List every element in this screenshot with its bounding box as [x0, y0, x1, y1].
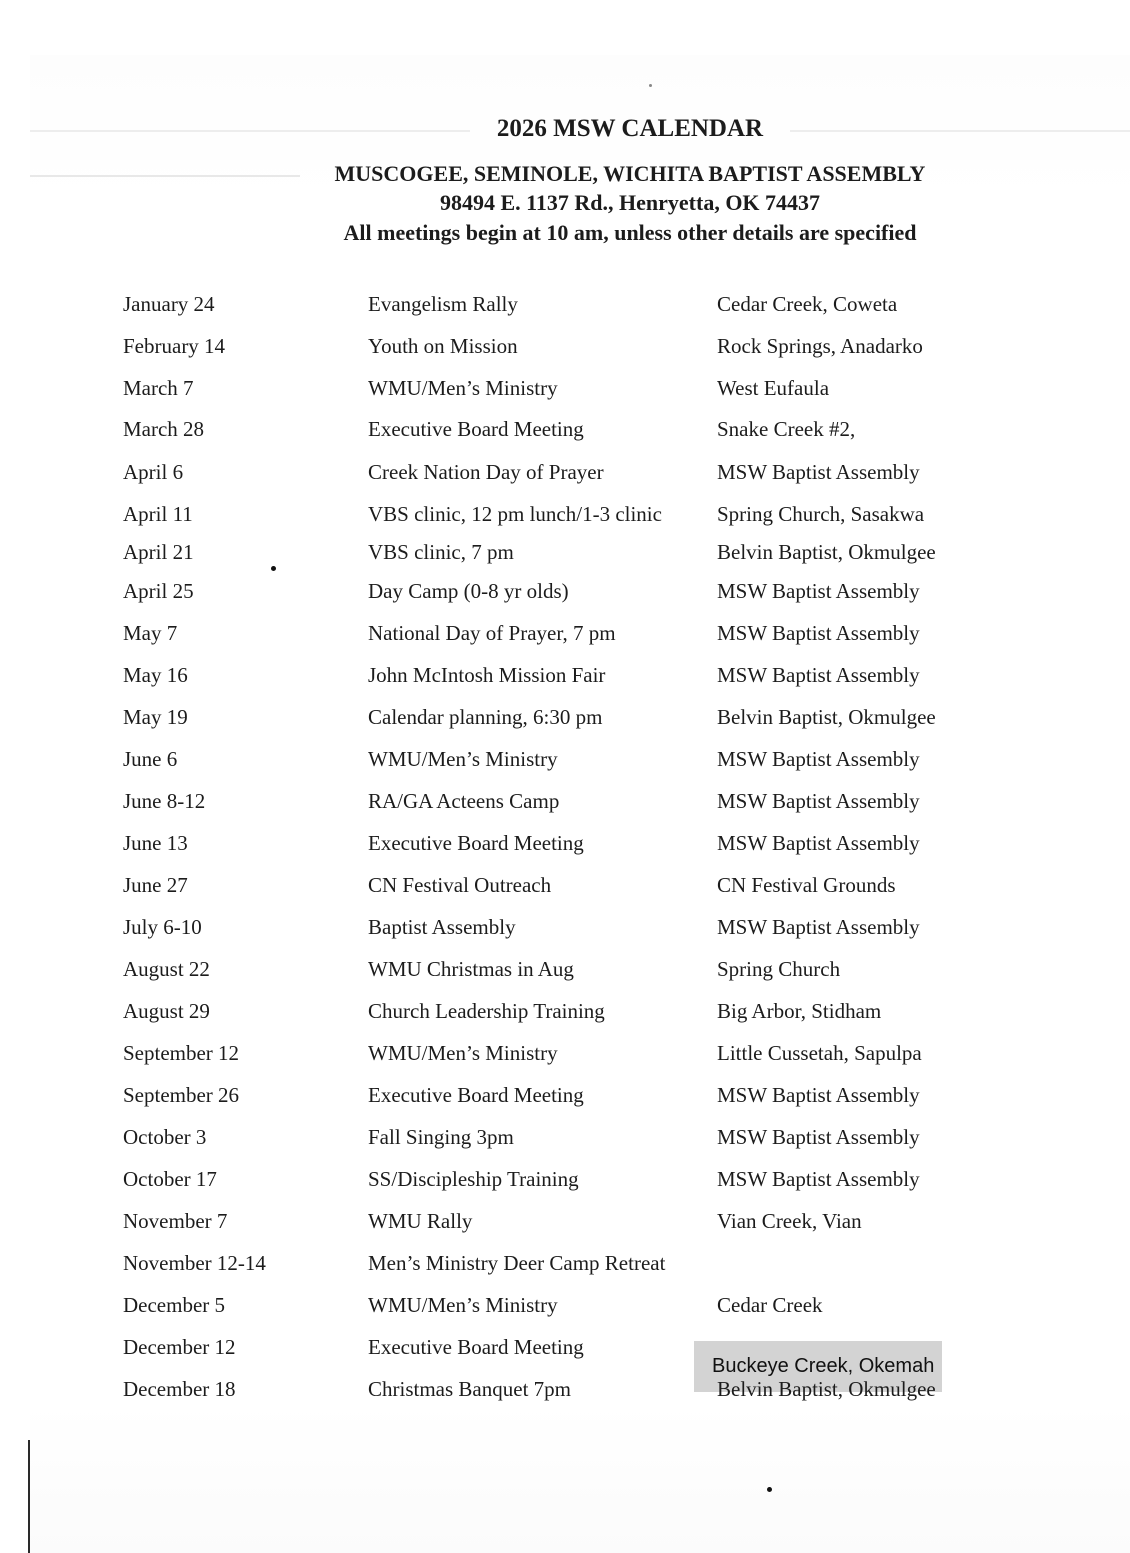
event-location: Cedar Creek, Coweta	[717, 292, 898, 316]
ink-speck	[767, 1487, 772, 1492]
event-date: December 18	[123, 1377, 236, 1401]
event-location: MSW Baptist Assembly	[717, 789, 920, 813]
event-location: Vian Creek, Vian	[717, 1209, 862, 1233]
event-date: April 25	[123, 579, 194, 603]
event-name: Men’s Ministry Deer Camp Retreat	[368, 1251, 666, 1275]
ink-speck	[649, 84, 652, 87]
organization-name: MUSCOGEE, SEMINOLE, WICHITA BAPTIST ASSEMBLY	[334, 161, 926, 186]
event-name: WMU/Men’s Ministry	[368, 1041, 558, 1065]
event-name: SS/Discipleship Training	[368, 1167, 579, 1191]
table-row	[0, 370, 1130, 410]
table-row	[0, 993, 1130, 1033]
event-name: Executive Board Meeting	[368, 831, 584, 855]
table-row	[0, 951, 1130, 991]
event-date: March 7	[123, 376, 194, 400]
event-date: December 5	[123, 1293, 226, 1317]
event-name: RA/GA Acteens Camp	[368, 789, 560, 813]
event-location: Rock Springs, Anadarko	[717, 334, 923, 358]
event-name: Executive Board Meeting	[368, 1083, 584, 1107]
event-date: October 3	[123, 1125, 207, 1149]
event-date: December 12	[123, 1335, 236, 1359]
event-name: Evangelism Rally	[368, 292, 518, 316]
event-name: Baptist Assembly	[368, 915, 516, 939]
event-name: VBS clinic, 7 pm	[368, 540, 514, 564]
page-title: 2026 MSW CALENDAR	[496, 115, 764, 142]
table-row	[0, 1245, 1130, 1285]
table-row	[0, 1119, 1130, 1159]
event-name: Executive Board Meeting	[368, 1335, 584, 1359]
event-location: MSW Baptist Assembly	[717, 1125, 920, 1149]
event-name: Day Camp (0-8 yr olds)	[368, 579, 569, 603]
table-row	[0, 699, 1130, 739]
event-date: May 7	[123, 621, 178, 645]
table-row	[0, 1371, 1130, 1411]
event-name: National Day of Prayer, 7 pm	[368, 621, 616, 645]
event-location: Spring Church, Sasakwa	[717, 502, 925, 526]
event-location: MSW Baptist Assembly	[717, 747, 920, 771]
event-date: May 19	[123, 705, 188, 729]
table-row	[0, 1287, 1130, 1327]
event-name: Fall Singing 3pm	[368, 1125, 514, 1149]
event-location: Little Cussetah, Sapulpa	[717, 1041, 922, 1065]
document-header	[0, 112, 1130, 248]
event-name: Calendar planning, 6:30 pm	[368, 705, 603, 729]
table-row	[0, 1035, 1130, 1075]
event-name: WMU/Men’s Ministry	[368, 747, 558, 771]
event-name: WMU Rally	[368, 1209, 473, 1233]
event-location: MSW Baptist Assembly	[717, 1167, 920, 1191]
event-name: VBS clinic, 12 pm lunch/1-3 clinic	[368, 502, 662, 526]
event-location: Big Arbor, Stidham	[717, 999, 882, 1023]
event-date: January 24	[123, 292, 215, 316]
event-location: MSW Baptist Assembly	[717, 579, 920, 603]
event-date: August 29	[123, 999, 210, 1023]
event-location: Belvin Baptist, Okmulgee	[717, 540, 936, 564]
table-row	[0, 1329, 1130, 1377]
event-date: October 17	[123, 1167, 217, 1191]
event-name: WMU/Men’s Ministry	[368, 376, 558, 400]
event-location: MSW Baptist Assembly	[717, 831, 920, 855]
event-location: MSW Baptist Assembly	[717, 460, 920, 484]
table-row	[0, 573, 1130, 613]
event-name: WMU/Men’s Ministry	[368, 1293, 558, 1317]
table-row	[0, 783, 1130, 823]
event-date: November 12-14	[123, 1251, 266, 1275]
event-name: Church Leadership Training	[368, 999, 605, 1023]
event-date: July 6-10	[123, 915, 202, 939]
table-row	[0, 867, 1130, 907]
event-date: April 21	[123, 540, 194, 564]
event-location: MSW Baptist Assembly	[717, 1083, 920, 1107]
event-location: Belvin Baptist, Okmulgee	[717, 1377, 936, 1401]
event-location: MSW Baptist Assembly	[717, 663, 920, 687]
event-date: May 16	[123, 663, 188, 687]
table-row	[0, 657, 1130, 697]
event-name: John McIntosh Mission Fair	[368, 663, 606, 687]
event-name: Creek Nation Day of Prayer	[368, 460, 604, 484]
table-row	[0, 496, 1130, 536]
event-name: Executive Board Meeting	[368, 417, 584, 441]
table-row	[0, 328, 1130, 368]
event-date: April 6	[123, 460, 184, 484]
meeting-time-note: All meetings begin at 10 am, unless other details are specified	[343, 220, 917, 245]
table-row	[0, 825, 1130, 865]
table-row	[0, 1161, 1130, 1201]
event-location: CN Festival Grounds	[717, 873, 896, 897]
table-row	[0, 909, 1130, 949]
event-name: Christmas Banquet 7pm	[368, 1377, 571, 1401]
event-date: September 26	[123, 1083, 240, 1107]
event-name: Youth on Mission	[368, 334, 518, 358]
event-date: June 8-12	[123, 789, 206, 813]
event-name: WMU Christmas in Aug	[368, 957, 574, 981]
event-date: June 27	[123, 873, 188, 897]
event-location: Spring Church	[717, 957, 841, 981]
event-location-highlighted: Buckeye Creek, Okemah	[694, 1341, 942, 1392]
table-row	[0, 286, 1130, 326]
event-date: February 14	[123, 334, 226, 358]
event-date: April 11	[123, 502, 193, 526]
table-row	[0, 534, 1130, 574]
event-location: MSW Baptist Assembly	[717, 621, 920, 645]
organization-address: 98494 E. 1137 Rd., Henryetta, OK 74437	[439, 190, 821, 215]
event-date: June 13	[123, 831, 188, 855]
table-row	[0, 411, 1130, 451]
table-row	[0, 1077, 1130, 1117]
event-date: March 28	[123, 417, 205, 441]
table-row	[0, 1203, 1130, 1243]
event-location: Belvin Baptist, Okmulgee	[717, 705, 936, 729]
event-name: CN Festival Outreach	[368, 873, 552, 897]
table-row	[0, 454, 1130, 494]
table-row	[0, 741, 1130, 781]
event-location: MSW Baptist Assembly	[717, 915, 920, 939]
event-location: Snake Creek #2,	[717, 417, 856, 441]
event-date: September 12	[123, 1041, 240, 1065]
table-row	[0, 615, 1130, 655]
event-date: November 7	[123, 1209, 228, 1233]
event-date: August 22	[123, 957, 210, 981]
event-location: West Eufaula	[717, 376, 830, 400]
event-date: June 6	[123, 747, 178, 771]
event-location: Cedar Creek	[717, 1293, 823, 1317]
